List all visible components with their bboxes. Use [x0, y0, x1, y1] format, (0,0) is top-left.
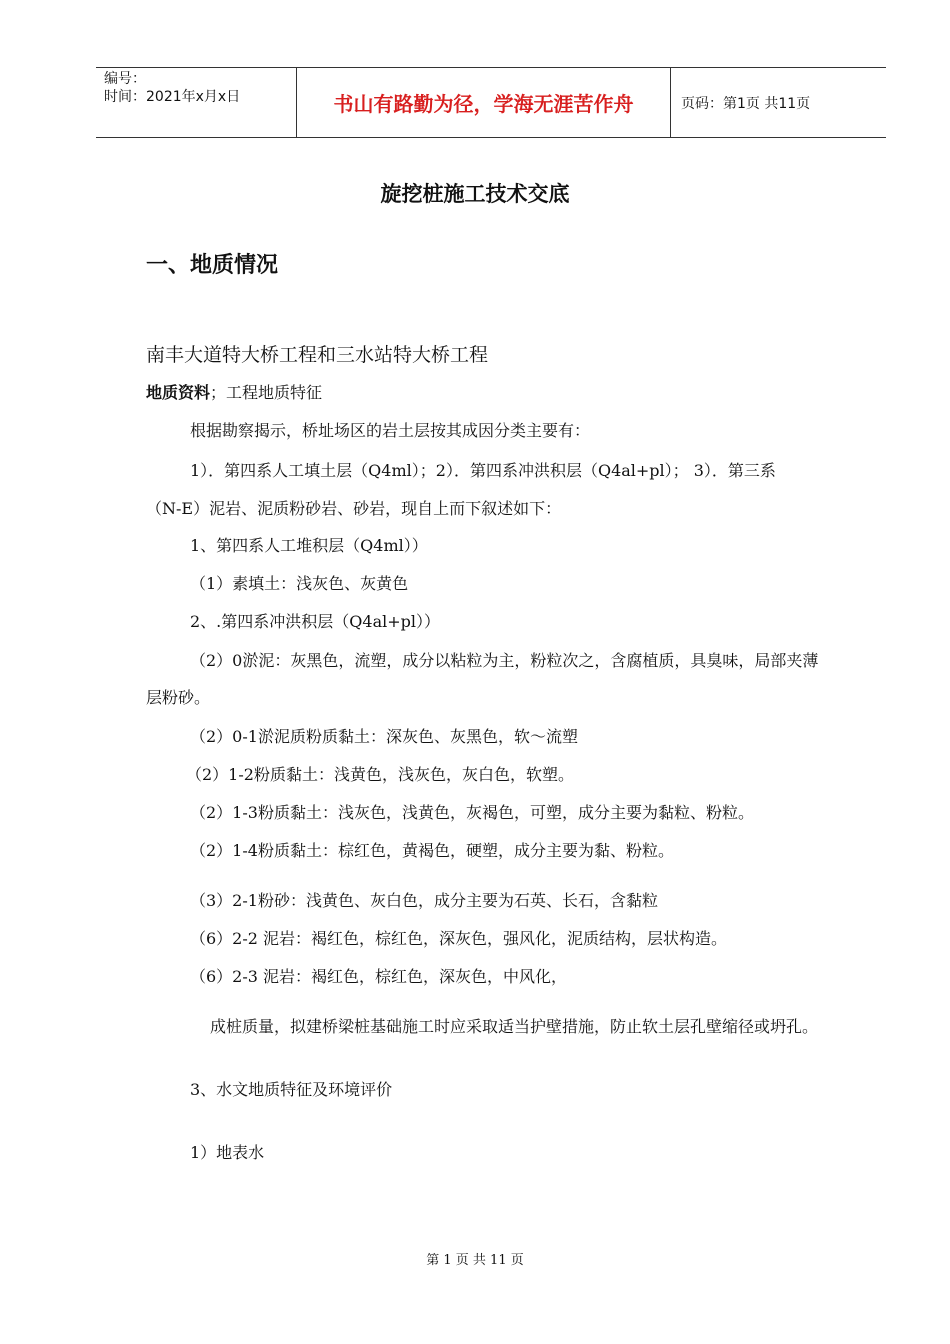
body-line: 成桩质量，拟建桥梁桩基础施工时应采取适当护壁措施，防止软土层孔壁缩径或坍孔。 [210, 1017, 819, 1036]
body-line: 1）．第四系人工填土层（Q4ml）；2）．第四系冲洪积层（Q4al+pl）； 3）．第三系 [190, 461, 776, 480]
body-line: （2）0-1淤泥质粉质黏土：深灰色、灰黑色，软～流塑 [190, 727, 578, 746]
body-line: 根据勘察揭示，桥址场区的岩土层按其成因分类主要有： [190, 421, 591, 440]
body-line: （2）1-2粉质黏土：浅黄色，浅灰色，灰白色，软塑。 [186, 765, 574, 784]
header-page-info: 页码：第1页 共11页 [681, 95, 811, 112]
body-line: （3）2-1粉砂：浅黄色、灰白色，成分主要为石英、长石，含黏粒 [190, 891, 658, 910]
time-label: 时间：2021年x月x日 [104, 89, 241, 105]
geo-label-line [146, 380, 322, 403]
body-line: 1、第四系人工堆积层（Q4ml）） [190, 536, 428, 555]
body-line: 层粉砂。 [146, 688, 211, 707]
body-line: 2、.第四系冲洪积层（Q4al+pl）） [190, 612, 440, 631]
header-meta-cell [96, 68, 297, 137]
body-line: （2）1-3粉质黏土：浅灰色，浅黄色，灰褐色，可塑，成分主要为黏粒、粉粒。 [190, 803, 754, 822]
project-line: 南丰大道特大桥工程和三水站特大桥工程 [146, 344, 489, 366]
body-line: （N-E）泥岩、泥质粉砂岩、砂岩，现自上而下叙述如下： [146, 499, 562, 518]
body-line: （2）1-4粉质黏土：棕红色，黄褐色，硬塑，成分主要为黏、粉粒。 [190, 841, 674, 860]
header-table [96, 67, 886, 138]
body-line: （2）0淤泥：灰黑色，流塑，成分以粘粒为主，粉粒次之，含腐植质，具臭味，局部夹薄 [190, 651, 819, 670]
page-footer: 第 1 页 共 11 页 [426, 1253, 524, 1268]
code-label: 编号： [104, 71, 146, 87]
body-line: （1）素填土：浅灰色、灰黄色 [190, 574, 409, 593]
section-heading: 一、地质情况 [146, 253, 279, 278]
header-motto: 书山有路勤为径，学海无涯苦作舟 [297, 68, 671, 137]
body-line: （6）2-2 泥岩：褐红色，棕红色，深灰色，强风化，泥质结构，层状构造。 [190, 929, 728, 948]
body-line: （6）2-3 泥岩：褐红色，棕红色，深灰色，中风化， [190, 967, 568, 986]
geo-label: 地质资料 [146, 383, 211, 402]
subsection-item: 1）地表水 [190, 1143, 265, 1162]
subsection-heading: 3、水文地质特征及环境评价 [190, 1080, 393, 1099]
geo-label-rest: ；工程地质特征 [210, 383, 323, 402]
doc-title: 旋挖桩施工技术交底 [380, 181, 570, 206]
